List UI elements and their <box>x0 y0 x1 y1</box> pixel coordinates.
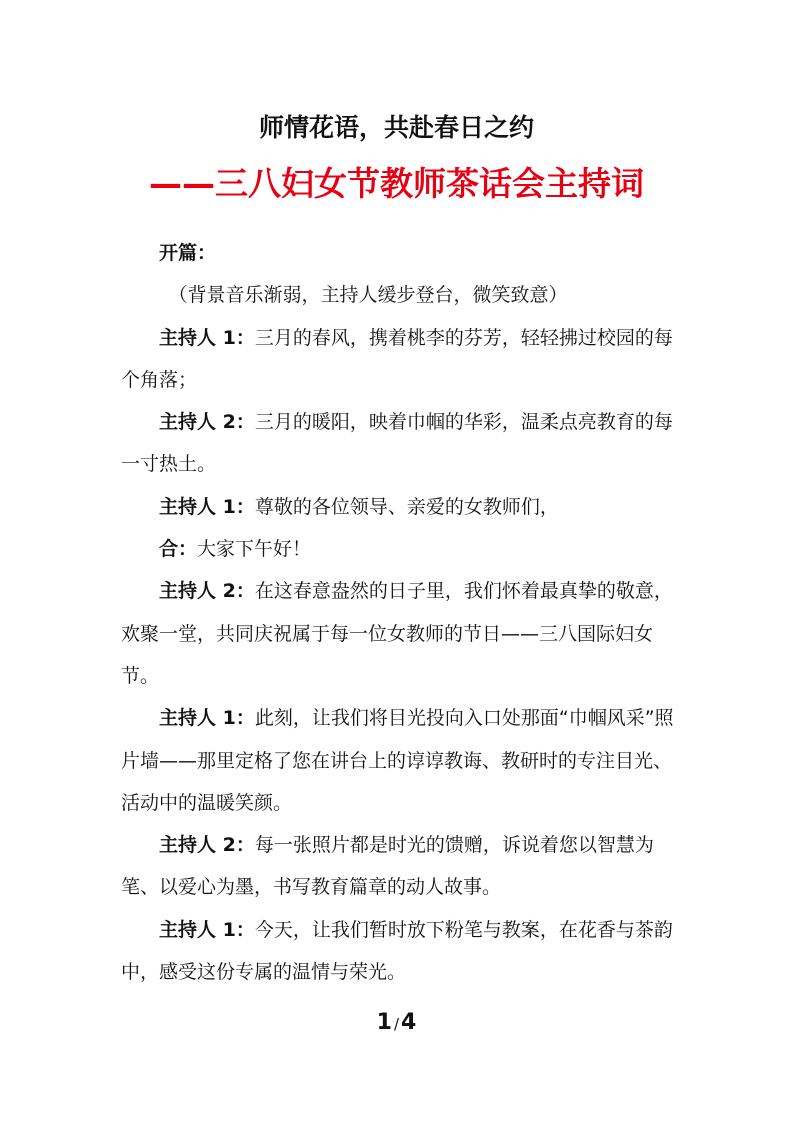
dialogue-text: 在这春意盎然的日子里，我们怀着最真挚的敬意，欢聚一堂，共同庆祝属于每一位女教师的节日——三八国际妇女节。 <box>121 580 673 687</box>
dialogue-line <box>121 401 677 486</box>
section-heading-opening: 开篇： <box>159 242 217 264</box>
speaker-label: 主持人 1： <box>159 707 255 730</box>
speaker-label: 主持人 2： <box>159 834 255 857</box>
speaker-label: 主持人 2： <box>159 580 255 603</box>
dialogue-line <box>121 317 677 402</box>
dialogue-text: 尊敬的各位领导、亲爱的女教师们， <box>254 495 559 518</box>
dialogue-line <box>121 824 677 909</box>
dialogue-text: 每一张照片都是时光的馈赠，诉说着您以智慧为笔、以爱心为墨，书写教育篇章的动人故事。 <box>121 834 654 899</box>
speaker-label: 主持人 1： <box>159 918 255 941</box>
speaker-label: 主持人 2： <box>159 411 255 434</box>
dialogue-text: 此刻，让我们将目光投向入口处那面“巾帼风采”照片墙——那里定格了您在讲台上的谆谆教诲、教研时的专注目光、活动中的温暖笑颜。 <box>121 707 674 814</box>
dialogue-text: 大家下午好！ <box>197 538 312 561</box>
document-subtitle: ——三八妇女节教师茶话会主持词 <box>149 164 644 203</box>
speaker-label: 合： <box>159 538 198 561</box>
document-title: 师情花语，共赴春日之约 <box>258 113 534 142</box>
dialogue-line <box>121 528 677 570</box>
dialogue-text: 三月的春风，携着桃李的芬芳，轻轻拂过校园的每个角落； <box>121 326 673 391</box>
dialogue-text: 今天，让我们暂时放下粉笔与教案，在花香与茶韵中，感受这份专属的温情与荣光。 <box>121 918 673 984</box>
page-number <box>0 1010 793 1035</box>
dialogue-line <box>121 697 677 824</box>
page-current: 1 <box>376 1010 392 1035</box>
speaker-label: 主持人 1： <box>159 495 255 518</box>
dialogue-line <box>121 486 677 528</box>
document-body <box>121 232 677 993</box>
dialogue-text: 三月的暖阳，映着巾帼的华彩，温柔点亮教育的每一寸热土。 <box>121 411 673 476</box>
speaker-label: 主持人 1： <box>159 326 255 349</box>
page-separator: / <box>393 1015 400 1033</box>
dialogue-line <box>121 909 677 994</box>
page-total: 4 <box>401 1010 417 1035</box>
stage-direction: （背景音乐渐弱，主持人缓步登台，微笑致意） <box>168 284 568 307</box>
dialogue-line <box>121 570 677 697</box>
